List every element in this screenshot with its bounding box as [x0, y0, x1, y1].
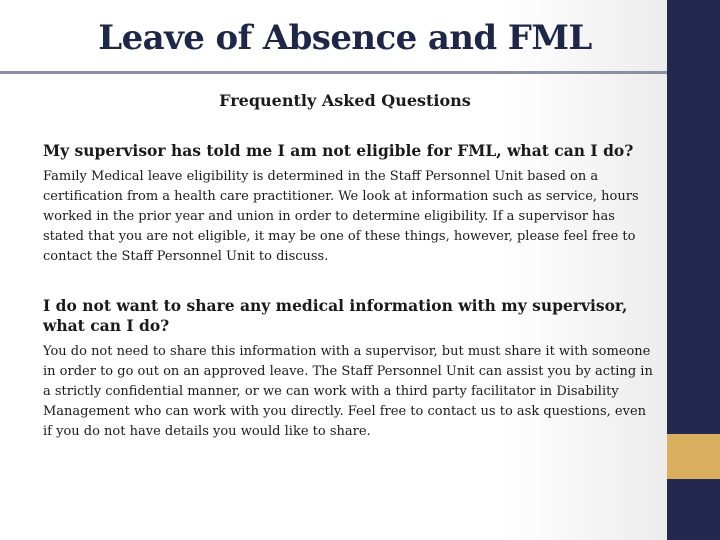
faq-item — [43, 296, 655, 442]
title-divider — [0, 71, 667, 74]
right-sidebar-bar-bottom — [667, 479, 720, 540]
slide-title: Leave of Absence and FML — [98, 18, 592, 58]
faq-answer: Family Medical leave eligibility is determined in the Staff Personnel Unit based on a certification from a health care practitioner. We look at information such as service, hours worked in the prior year and union in order to determine eligibility. If a supervisor has stated that you are not eligible, it may be one of these things, however, please feel free to contact the Staff Personnel Unit to discuss. — [43, 169, 639, 264]
faq-item — [43, 141, 655, 267]
right-sidebar-bar — [667, 0, 720, 434]
faq-answer: You do not need to share this information with a supervisor, but must share it with someone in order to go out on an approved leave. The Staff Personnel Unit can assist you by acting in a strictly confidential manner, or we can work with a third party facilitator in Disability Management who can work with you directly. Feel free to contact us to ask questions, even if you do not have details you would like to share. — [43, 344, 653, 439]
faq-question: I do not want to share any medical information with my supervisor, what can I do? — [43, 296, 628, 335]
right-sidebar-accent — [667, 434, 720, 479]
faq-question: My supervisor has told me I am not eligible for FML, what can I do? — [43, 141, 634, 160]
slide-subtitle: Frequently Asked Questions — [219, 91, 471, 110]
